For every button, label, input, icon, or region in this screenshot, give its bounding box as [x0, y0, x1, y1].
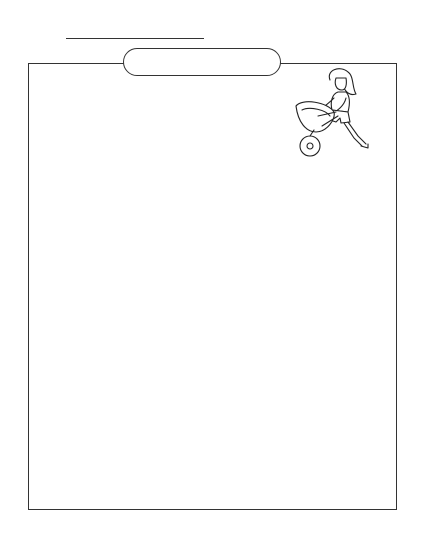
name-line[interactable]: [66, 38, 204, 39]
girl-wheelbarrow-illustration: [292, 66, 388, 170]
worksheet-title: [123, 48, 281, 76]
